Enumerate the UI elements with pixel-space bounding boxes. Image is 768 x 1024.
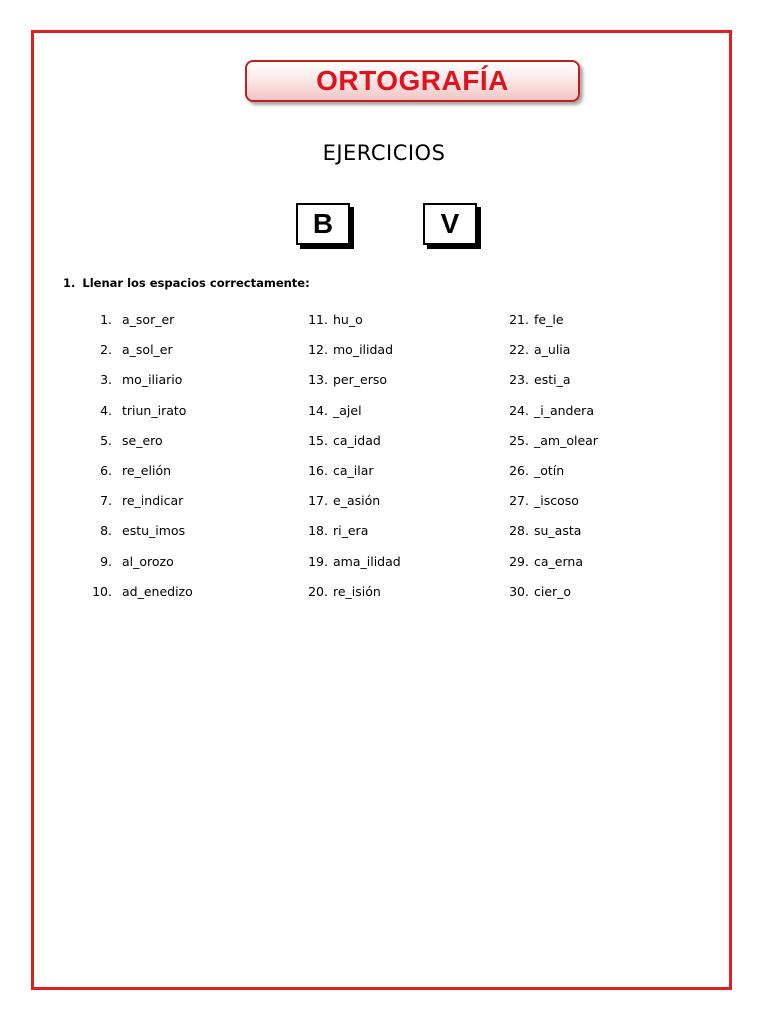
page-title: ORTOGRAFÍA	[316, 65, 509, 96]
section-subtitle: EJERCICIOS	[322, 141, 446, 165]
item-word: esti_a	[534, 372, 571, 388]
item-number: 4.	[100, 402, 112, 418]
item-number: 2.	[100, 342, 112, 358]
list-item	[487, 463, 598, 493]
list-item	[86, 342, 193, 372]
exercise-instruction-text: Llenar los espacios correctamente:	[82, 276, 310, 290]
item-word: estu_imos	[122, 523, 186, 539]
list-item	[86, 554, 193, 584]
item-word: e_asión	[333, 493, 381, 509]
item-number: 29.	[509, 553, 529, 569]
item-word: ca_ilar	[333, 462, 374, 478]
item-word: _i_andera	[534, 402, 594, 418]
list-item	[286, 372, 401, 402]
item-number: 30.	[509, 583, 529, 599]
item-number: 10.	[92, 583, 112, 599]
item-number: 18.	[308, 523, 328, 539]
item-word: _am_olear	[534, 432, 598, 448]
item-number: 25.	[509, 432, 529, 448]
list-item	[86, 372, 193, 402]
list-item	[286, 493, 401, 523]
item-number: 8.	[100, 523, 112, 539]
list-item	[286, 433, 401, 463]
list-item	[487, 433, 598, 463]
item-word: su_asta	[534, 523, 582, 539]
item-word: a_sol_er	[122, 342, 173, 358]
word-column-2	[286, 312, 401, 614]
item-word: hu_o	[333, 312, 363, 327]
title-banner	[245, 60, 580, 102]
list-item	[286, 463, 401, 493]
list-item	[487, 493, 598, 523]
item-number: 16.	[308, 462, 328, 478]
item-number: 20.	[308, 583, 328, 599]
item-word: mo_iliario	[122, 372, 183, 388]
item-number: 27.	[509, 493, 529, 509]
item-number: 17.	[308, 493, 328, 509]
item-number: 6.	[100, 462, 112, 478]
list-item	[86, 523, 193, 553]
item-number: 28.	[509, 523, 529, 539]
item-word: ad_enedizo	[122, 583, 193, 599]
item-word: re_elión	[122, 462, 172, 478]
word-column-3	[487, 312, 598, 614]
item-number: 21.	[509, 312, 529, 327]
list-item	[86, 584, 193, 614]
list-item	[86, 463, 193, 493]
list-item	[86, 493, 193, 523]
word-column-1	[86, 312, 193, 614]
list-item	[487, 554, 598, 584]
item-word: re_indicar	[122, 493, 184, 509]
item-number: 22.	[509, 342, 529, 358]
item-number: 15.	[308, 432, 328, 448]
item-word: cier_o	[534, 583, 572, 599]
list-item	[487, 403, 598, 433]
item-word: ama_ilidad	[333, 553, 401, 569]
item-word: a_sor_er	[122, 312, 175, 327]
letter-box-b: B	[296, 203, 350, 245]
list-item	[286, 554, 401, 584]
item-word: se_ero	[122, 432, 163, 448]
list-item	[286, 342, 401, 372]
item-number: 14.	[308, 402, 328, 418]
item-number: 1.	[100, 312, 112, 327]
item-word: re_isión	[333, 583, 381, 599]
list-item	[86, 433, 193, 463]
item-number: 12.	[308, 342, 328, 358]
item-word: mo_ilidad	[333, 342, 394, 358]
list-item	[487, 584, 598, 614]
item-number: 24.	[509, 402, 529, 418]
item-word: al_orozo	[122, 553, 174, 569]
list-item	[286, 403, 401, 433]
item-number: 5.	[100, 432, 112, 448]
item-word: ca_erna	[534, 553, 583, 569]
item-word: _ajel	[333, 402, 362, 418]
list-item	[86, 403, 193, 433]
list-item	[286, 523, 401, 553]
letter-box-v: V	[423, 203, 477, 245]
exercise-instruction	[63, 276, 310, 290]
item-word: per_erso	[333, 372, 388, 388]
list-item	[86, 312, 193, 342]
list-item	[286, 584, 401, 614]
item-number: 23.	[509, 372, 529, 388]
item-number: 9.	[100, 553, 112, 569]
item-word: _iscoso	[534, 493, 579, 509]
item-number: 7.	[100, 493, 112, 509]
list-item	[286, 312, 401, 342]
list-item	[487, 523, 598, 553]
list-item	[487, 312, 598, 342]
item-word: fe_le	[534, 312, 564, 327]
item-word: ri_era	[333, 523, 369, 539]
item-word: ca_idad	[333, 432, 381, 448]
item-number: 19.	[308, 553, 328, 569]
list-item	[487, 342, 598, 372]
item-word: triun_irato	[122, 402, 187, 418]
exercise-number: 1.	[63, 276, 76, 290]
item-word: a_ulia	[534, 342, 571, 358]
list-item	[487, 372, 598, 402]
item-number: 13.	[308, 372, 328, 388]
item-number: 26.	[509, 462, 529, 478]
item-word: _otín	[534, 462, 565, 478]
item-number: 3.	[100, 372, 112, 388]
item-number: 11.	[308, 312, 328, 327]
